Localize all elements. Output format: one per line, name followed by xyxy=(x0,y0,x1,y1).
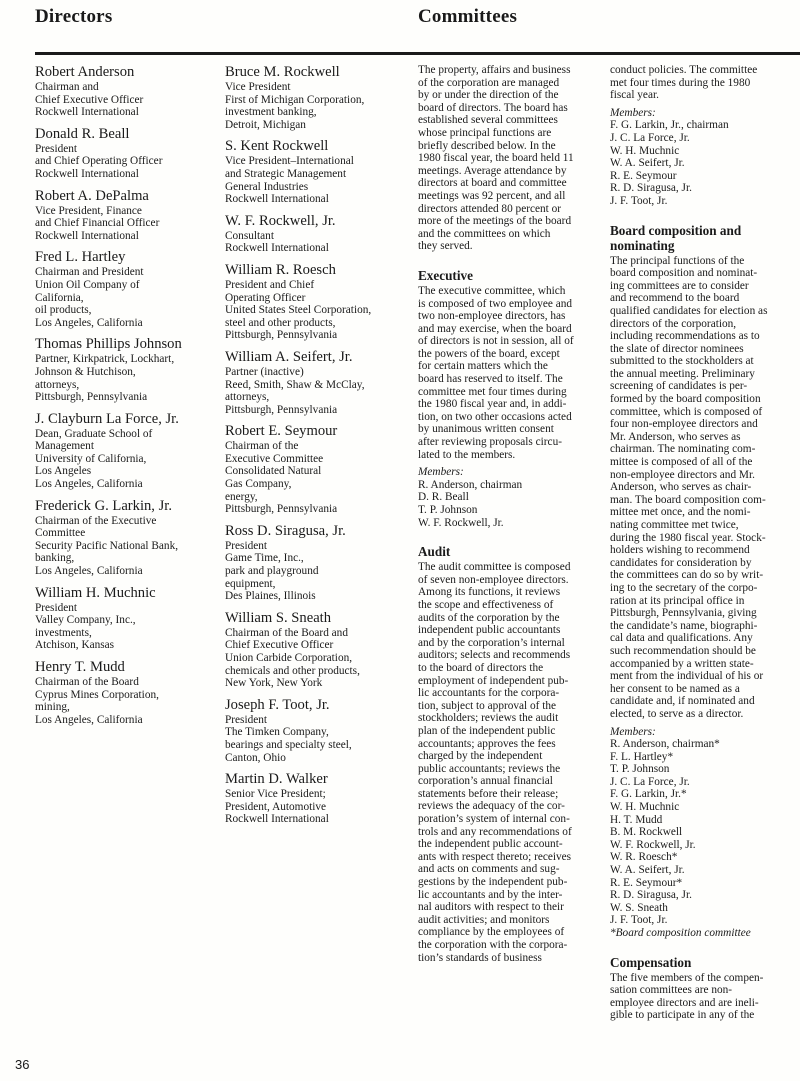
director-title-line: Johnson & Hutchison, xyxy=(35,365,136,378)
text-line: gible to participate in any of the xyxy=(610,1009,755,1022)
director-entry xyxy=(225,262,410,342)
executive-heading: Executive xyxy=(418,267,473,283)
text-line: sation committees are non- xyxy=(610,984,733,997)
text-line: R. Anderson, chairman* xyxy=(610,738,720,751)
director-title-line: Canton, Ohio xyxy=(225,751,286,764)
director-name: Fred L. Hartley xyxy=(35,249,126,266)
audit-members-label: Members: xyxy=(610,106,656,119)
text-line: and the committees on which xyxy=(418,227,551,240)
director-name: Frederick G. Larkin, Jr. xyxy=(35,497,172,514)
audit-text xyxy=(418,561,602,964)
text-line: J. C. La Force, Jr. xyxy=(610,775,690,788)
text-line: poration’s system of internal con- xyxy=(418,813,570,826)
text-line: four non-employee directors and xyxy=(610,418,758,431)
director-name: Joseph F. Toot, Jr. xyxy=(225,696,330,713)
text-line: conduct policies. The committee xyxy=(610,64,758,76)
text-line: submitted to the stockholders at xyxy=(610,355,754,368)
text-line: non-employee directors and Mr. xyxy=(610,468,755,481)
text-line: nominating xyxy=(610,237,675,253)
director-name: William R. Roesch xyxy=(225,261,336,278)
page-header xyxy=(0,0,800,60)
director-title-line: attorneys, xyxy=(35,378,80,391)
text-line: meetings was 92 percent, and all xyxy=(418,189,566,202)
audit-heading: Audit xyxy=(418,544,451,560)
director-title-line: President xyxy=(225,713,268,726)
director-title-line: park and playground xyxy=(225,565,319,578)
text-line: for certain matters which the xyxy=(418,360,548,373)
text-line: man. The board composition com- xyxy=(610,493,766,506)
page-number: 36 xyxy=(15,1057,30,1072)
director-name: Donald R. Beall xyxy=(35,125,130,142)
text-line: is composed of two employee and xyxy=(418,297,573,310)
text-line: T. P. Johnson xyxy=(418,504,478,516)
director-title-line: President xyxy=(35,142,78,155)
director-title-line: Pittsburgh, Pennsylvania xyxy=(225,403,338,416)
director-entry xyxy=(225,523,410,603)
text-line: lated to the members. xyxy=(418,448,516,461)
director-name: J. Clayburn La Force, Jr. xyxy=(35,410,179,427)
text-line: corporation’s annual financial xyxy=(418,775,553,788)
director-title-line: Senior Vice President; xyxy=(225,788,326,801)
text-line: audits of the corporation by the xyxy=(418,611,560,624)
director-title-line: Los Angeles, California xyxy=(35,316,143,329)
director-entry xyxy=(225,697,410,764)
text-line: the 1980 fiscal year and, in addi- xyxy=(418,398,567,411)
text-line: during the 1980 fiscal year. Stock- xyxy=(610,531,766,544)
text-line: D. R. Beall xyxy=(418,491,469,504)
director-name: William H. Muchnic xyxy=(35,584,156,601)
board-composition-text xyxy=(610,255,790,721)
text-line: and recommend to the board xyxy=(610,292,740,305)
text-line: W. S. Sneath xyxy=(610,901,668,914)
text-line: tion, subject to approval of the xyxy=(418,699,557,712)
director-title-line: and Strategic Management xyxy=(225,167,347,180)
director-title-line: Chief Executive Officer xyxy=(35,93,144,106)
director-title-line: Operating Officer xyxy=(225,291,306,304)
text-line: after reviewing proposals circu- xyxy=(418,436,562,449)
executive-members-label: Members: xyxy=(418,466,464,479)
director-title-line: Chairman of the Executive xyxy=(35,514,157,527)
director-title-line: Partner (inactive) xyxy=(225,365,304,378)
text-line: committee met four times during xyxy=(418,385,567,398)
text-line: R. D. Siragusa, Jr. xyxy=(610,889,692,902)
executive-text xyxy=(418,285,602,461)
director-entry xyxy=(35,336,217,403)
text-line: tion’s standards of business xyxy=(418,951,542,964)
text-line: The executive committee, which xyxy=(418,284,566,297)
director-title-line: Rockwell International xyxy=(225,813,329,826)
text-line: Mr. Anderson, who serves as xyxy=(610,430,741,443)
text-line: reviews the adequacy of the cor- xyxy=(418,800,565,813)
director-entry xyxy=(35,498,217,578)
director-title-line: equipment, xyxy=(225,577,276,590)
director-entry xyxy=(35,126,217,181)
director-title-line: Des Plaines, Illinois xyxy=(225,590,316,603)
text-line: board has reserved to itself. The xyxy=(418,373,563,386)
text-line: including recommendations as to xyxy=(610,330,760,343)
director-title-line: investment banking, xyxy=(225,106,317,119)
text-line: the annual meeting. Preliminary xyxy=(610,367,755,380)
director-title-line: First of Michigan Corporation, xyxy=(225,93,365,106)
compensation-text xyxy=(610,972,790,1022)
board-composition-footnote: *Board composition committee xyxy=(610,927,751,939)
director-title-line: Consultant xyxy=(225,229,274,242)
text-line: candidates for consideration by xyxy=(610,556,752,569)
director-title-line: Chairman of the Board xyxy=(35,676,139,688)
director-title-line: Chairman of the Board and xyxy=(225,626,348,639)
directors-column-2 xyxy=(225,64,410,833)
committees-column-2 xyxy=(610,64,790,1022)
director-name: Ross D. Siragusa, Jr. xyxy=(225,522,346,539)
directors-column-1 xyxy=(35,64,217,733)
committees-heading: Committees xyxy=(418,6,518,27)
director-title-line: Chairman and President xyxy=(35,266,144,279)
text-line: J. C. La Force, Jr. xyxy=(610,131,690,144)
committees-column-1 xyxy=(418,64,602,964)
director-name: Robert A. DePalma xyxy=(35,187,149,204)
director-title-line: Gas Company, xyxy=(225,478,292,491)
director-name: Martin D. Walker xyxy=(225,771,328,788)
director-title-line: President, Automotive xyxy=(225,800,327,813)
director-title-line: energy, xyxy=(225,490,258,503)
director-title-line: Rockwell International xyxy=(35,229,139,242)
director-title-line: Rockwell International xyxy=(35,167,139,180)
director-title-line: Chairman of the xyxy=(225,440,299,453)
text-line: gestions by the independent pub- xyxy=(418,876,568,889)
board-composition-members-label: Members: xyxy=(610,725,656,738)
text-line: ment from the individual of his or xyxy=(610,670,764,683)
text-line: whose principal functions are xyxy=(418,126,552,139)
text-line: ants with respect thereto; receives xyxy=(418,850,572,863)
director-title-line: United States Steel Corporation, xyxy=(225,304,372,317)
text-line: W. H. Muchnic xyxy=(610,801,680,814)
text-line: board composition and nominat- xyxy=(610,267,758,280)
director-title-line: Los Angeles, California xyxy=(35,565,143,578)
director-title-line: Pittsburgh, Pennsylvania xyxy=(225,503,338,516)
text-line: trols and any recommendations of xyxy=(418,825,572,838)
audit-members xyxy=(610,119,790,207)
text-line: her consent to be named as a xyxy=(610,682,740,695)
director-title-line: Consolidated Natural xyxy=(225,465,322,478)
director-name: Robert E. Seymour xyxy=(225,423,338,440)
director-title-line: Executive Committee xyxy=(225,452,324,465)
text-line: of seven non-employee directors. xyxy=(418,573,569,586)
text-line: stockholders; reviews the audit xyxy=(418,712,559,725)
director-title-line: Reed, Smith, Shaw & McClay, xyxy=(225,378,365,391)
text-line: candidate and, if nominated and xyxy=(610,695,755,708)
director-name: William A. Seifert, Jr. xyxy=(225,348,353,365)
director-title-line: Union Carbide Corporation, xyxy=(225,652,353,664)
text-line: two non-employee directors, has xyxy=(418,310,566,323)
text-line: compliance by the employees of xyxy=(418,926,565,939)
text-line: meetings. Average attendance by xyxy=(418,164,567,177)
text-line: screening of candidates is per- xyxy=(610,380,748,393)
text-line: W. A. Seifert, Jr. xyxy=(610,864,685,877)
director-entry xyxy=(35,659,217,726)
text-line: employee directors and are ineli- xyxy=(610,996,759,1009)
director-title-line: General Industries xyxy=(225,180,309,193)
director-title-line: investments, xyxy=(35,626,92,639)
director-title-line: Pittsburgh, Pennsylvania xyxy=(35,391,148,404)
director-name: W. F. Rockwell, Jr. xyxy=(225,212,336,229)
board-composition-heading xyxy=(610,223,790,253)
text-line: cal data and qualifications. Any xyxy=(610,632,753,645)
director-title-line: Committee xyxy=(35,527,86,540)
director-title-line: Rockwell International xyxy=(225,193,329,206)
director-entry xyxy=(225,771,410,826)
text-line: 1980 fiscal year, the board held 11 xyxy=(418,152,574,165)
director-title-line: University of California, xyxy=(35,452,147,465)
text-line: lic accountants and by the inter- xyxy=(418,888,563,901)
director-title-line: Union Oil Company of xyxy=(35,278,140,291)
text-line: established several committees xyxy=(418,114,558,127)
director-entry xyxy=(35,585,217,652)
text-line: H. T. Mudd xyxy=(610,813,663,826)
director-entry xyxy=(225,213,410,255)
director-title-line: mining, xyxy=(35,701,70,714)
text-line: W. R. Roesch* xyxy=(610,851,678,864)
director-entry xyxy=(225,138,410,205)
director-entry xyxy=(35,411,217,491)
director-name: William S. Sneath xyxy=(225,609,332,626)
text-line: of the corporation are managed xyxy=(418,76,560,89)
text-line: employment of independent pub- xyxy=(418,674,569,687)
text-line: F. L. Hartley* xyxy=(610,750,674,763)
text-line: R. E. Seymour* xyxy=(610,876,683,889)
text-line: accountants; approves the fees xyxy=(418,737,556,750)
text-line: J. F. Toot, Jr. xyxy=(610,914,668,927)
text-line: qualified candidates for election as xyxy=(610,304,768,317)
text-line: T. P. Johnson xyxy=(610,763,670,776)
text-line: board of directors. The board has xyxy=(418,101,568,114)
director-title-line: President and Chief xyxy=(225,278,315,291)
text-line: lic accountants for the corpora- xyxy=(418,687,560,700)
text-line: and may exercise, when the board xyxy=(418,322,572,335)
director-title-line: bearings and specialty steel, xyxy=(225,738,352,751)
director-title-line: Chairman and xyxy=(35,81,99,93)
text-line: the powers of the board, except xyxy=(418,347,560,360)
text-line: Anderson, who serves as chair- xyxy=(610,481,752,494)
director-entry xyxy=(225,423,410,516)
text-line: accompanied by a written state- xyxy=(610,657,754,670)
text-line: Pittsburgh, Pennsylvania, giving xyxy=(610,607,757,620)
director-entry xyxy=(35,249,217,329)
header-rule xyxy=(35,52,800,55)
director-name: Bruce M. Rockwell xyxy=(225,64,340,80)
director-entry xyxy=(35,64,217,119)
text-line: W. H. Muchnic xyxy=(610,144,680,157)
director-title-line: Dean, Graduate School of xyxy=(35,427,153,440)
text-line: R. E. Seymour xyxy=(610,169,677,182)
director-title-line: President xyxy=(35,601,78,614)
text-line: chairman. The nominating com- xyxy=(610,443,756,456)
text-line: plan of the independent public xyxy=(418,724,556,737)
text-line: and acts on comments and sug- xyxy=(418,863,560,876)
text-line: more of the meetings of the board xyxy=(418,215,572,228)
director-title-line: Los Angeles, California xyxy=(35,713,143,726)
director-entry xyxy=(225,349,410,416)
text-line: F. G. Larkin, Jr.* xyxy=(610,788,687,801)
text-line: ing committees are to consider xyxy=(610,279,749,292)
text-line: the corporation with the corpora- xyxy=(418,939,568,951)
text-line: ing to the secretary of the corpo- xyxy=(610,581,758,594)
director-title-line: The Timken Company, xyxy=(225,726,329,739)
text-line: fiscal year. xyxy=(610,89,659,102)
text-line: to the board of directors the xyxy=(418,661,544,674)
executive-members xyxy=(418,479,602,529)
text-line: the independent public account- xyxy=(418,838,563,851)
text-line: B. M. Rockwell xyxy=(610,826,683,839)
director-title-line: Detroit, Michigan xyxy=(225,118,306,131)
text-line: auditors; selects and recommends xyxy=(418,649,571,662)
text-line: The property, affairs and business xyxy=(418,64,571,76)
director-title-line: Game Time, Inc., xyxy=(225,552,304,565)
board-composition-members xyxy=(610,738,790,927)
text-line: by unanimous written consent xyxy=(418,423,554,436)
director-title-line: and Chief Operating Officer xyxy=(35,155,163,168)
director-title-line: steel and other products, xyxy=(225,316,336,329)
text-line: directors of the corporation, xyxy=(610,317,737,330)
text-line: J. F. Toot, Jr. xyxy=(610,194,668,207)
director-title-line: Atchison, Kansas xyxy=(35,639,115,652)
text-line: R. Anderson, chairman xyxy=(418,478,523,491)
text-line: The five members of the compen- xyxy=(610,971,764,984)
director-title-line: Rockwell International xyxy=(35,106,139,119)
text-line: tion, on two other occasions acted xyxy=(418,410,572,423)
director-name: Thomas Phillips Johnson xyxy=(35,336,182,353)
committees-intro xyxy=(418,64,602,253)
text-line: R. D. Siragusa, Jr. xyxy=(610,182,692,195)
director-title-line: Rockwell International xyxy=(225,242,329,255)
text-line: W. F. Rockwell, Jr. xyxy=(418,516,504,529)
text-line: the candidate’s name, biographi- xyxy=(610,619,758,632)
text-line: they served. xyxy=(418,240,473,253)
director-title-line: Management xyxy=(35,440,94,453)
director-title-line: chemicals and other products, xyxy=(225,664,360,677)
text-line: public accountants; reviews the xyxy=(418,762,561,775)
text-line: charged by the independent xyxy=(418,750,543,763)
director-title-line: New York, New York xyxy=(225,677,323,690)
director-title-line: President xyxy=(225,539,268,552)
director-title-line: Los Angeles xyxy=(35,465,92,478)
text-line: of directors is not in session, all of xyxy=(418,335,574,348)
text-line: mittee is composed of all of the xyxy=(610,456,753,469)
text-line: nal auditors with respect to their xyxy=(418,901,564,914)
director-title-line: Valley Company, Inc., xyxy=(35,614,136,627)
text-line: Among its functions, it reviews xyxy=(418,586,561,599)
text-line: and by the corporation’s internal xyxy=(418,636,565,649)
text-line: met four times during the 1980 xyxy=(610,76,751,89)
text-line: The principal functions of the xyxy=(610,254,745,267)
text-line: the scope and effectiveness of xyxy=(418,598,554,611)
text-line: audit activities; and monitors xyxy=(418,913,550,926)
text-line: directors at board and committee xyxy=(418,177,567,190)
text-line: nating committee met twice, xyxy=(610,519,739,531)
text-line: Board composition and xyxy=(610,222,742,238)
text-line: independent public accountants xyxy=(418,624,561,637)
text-line: W. F. Rockwell, Jr. xyxy=(610,838,696,851)
director-title-line: Vice President xyxy=(225,81,291,93)
text-line: W. A. Seifert, Jr. xyxy=(610,157,685,170)
text-line: committee, which is composed of xyxy=(610,405,763,418)
director-title-line: and Chief Financial Officer xyxy=(35,217,160,230)
text-line: briefly described below. In the xyxy=(418,139,556,152)
compensation-heading: Compensation xyxy=(610,954,692,970)
audit-text-continued xyxy=(610,64,790,102)
director-title-line: Partner, Kirkpatrick, Lockhart, xyxy=(35,353,175,366)
director-title-line: oil products, xyxy=(35,304,92,317)
director-entry xyxy=(35,188,217,243)
director-title-line: banking, xyxy=(35,552,75,565)
director-entry xyxy=(225,610,410,690)
text-line: by or under the direction of the xyxy=(418,89,559,102)
director-title-line: Pittsburgh, Pennsylvania xyxy=(225,329,338,342)
director-title-line: Security Pacific National Bank, xyxy=(35,539,179,552)
director-name: Robert Anderson xyxy=(35,64,135,80)
text-line: formed by the board composition xyxy=(610,393,761,406)
text-line: such recommendation should be xyxy=(610,644,756,657)
director-title-line: Los Angeles, California xyxy=(35,478,143,491)
director-title-line: Vice President, Finance xyxy=(35,204,142,217)
director-title-line: attorneys, xyxy=(225,391,270,404)
text-line: mittee met once, and the nomi- xyxy=(610,506,751,519)
text-line: directors attended 80 percent or xyxy=(418,202,562,215)
director-title-line: California, xyxy=(35,291,84,304)
directors-heading: Directors xyxy=(35,6,113,27)
text-line: the committees can do so by writ- xyxy=(610,569,764,582)
director-title-line: Cyprus Mines Corporation, xyxy=(35,688,159,701)
text-line: ration at its principal office in xyxy=(610,594,745,607)
text-line: statements before their release; xyxy=(418,787,559,800)
text-line: The audit committee is composed xyxy=(418,561,571,574)
director-entry xyxy=(225,64,410,131)
director-name: S. Kent Rockwell xyxy=(225,138,329,155)
director-name: Henry T. Mudd xyxy=(35,659,125,675)
director-title-line: Vice President–International xyxy=(225,155,354,168)
text-line: holders wishing to recommend xyxy=(610,544,750,557)
director-title-line: Chief Executive Officer xyxy=(225,639,334,652)
text-line: F. G. Larkin, Jr., chairman xyxy=(610,119,729,132)
text-line: elected, to serve as a director. xyxy=(610,707,744,720)
text-line: the slate of director nominees xyxy=(610,342,744,355)
